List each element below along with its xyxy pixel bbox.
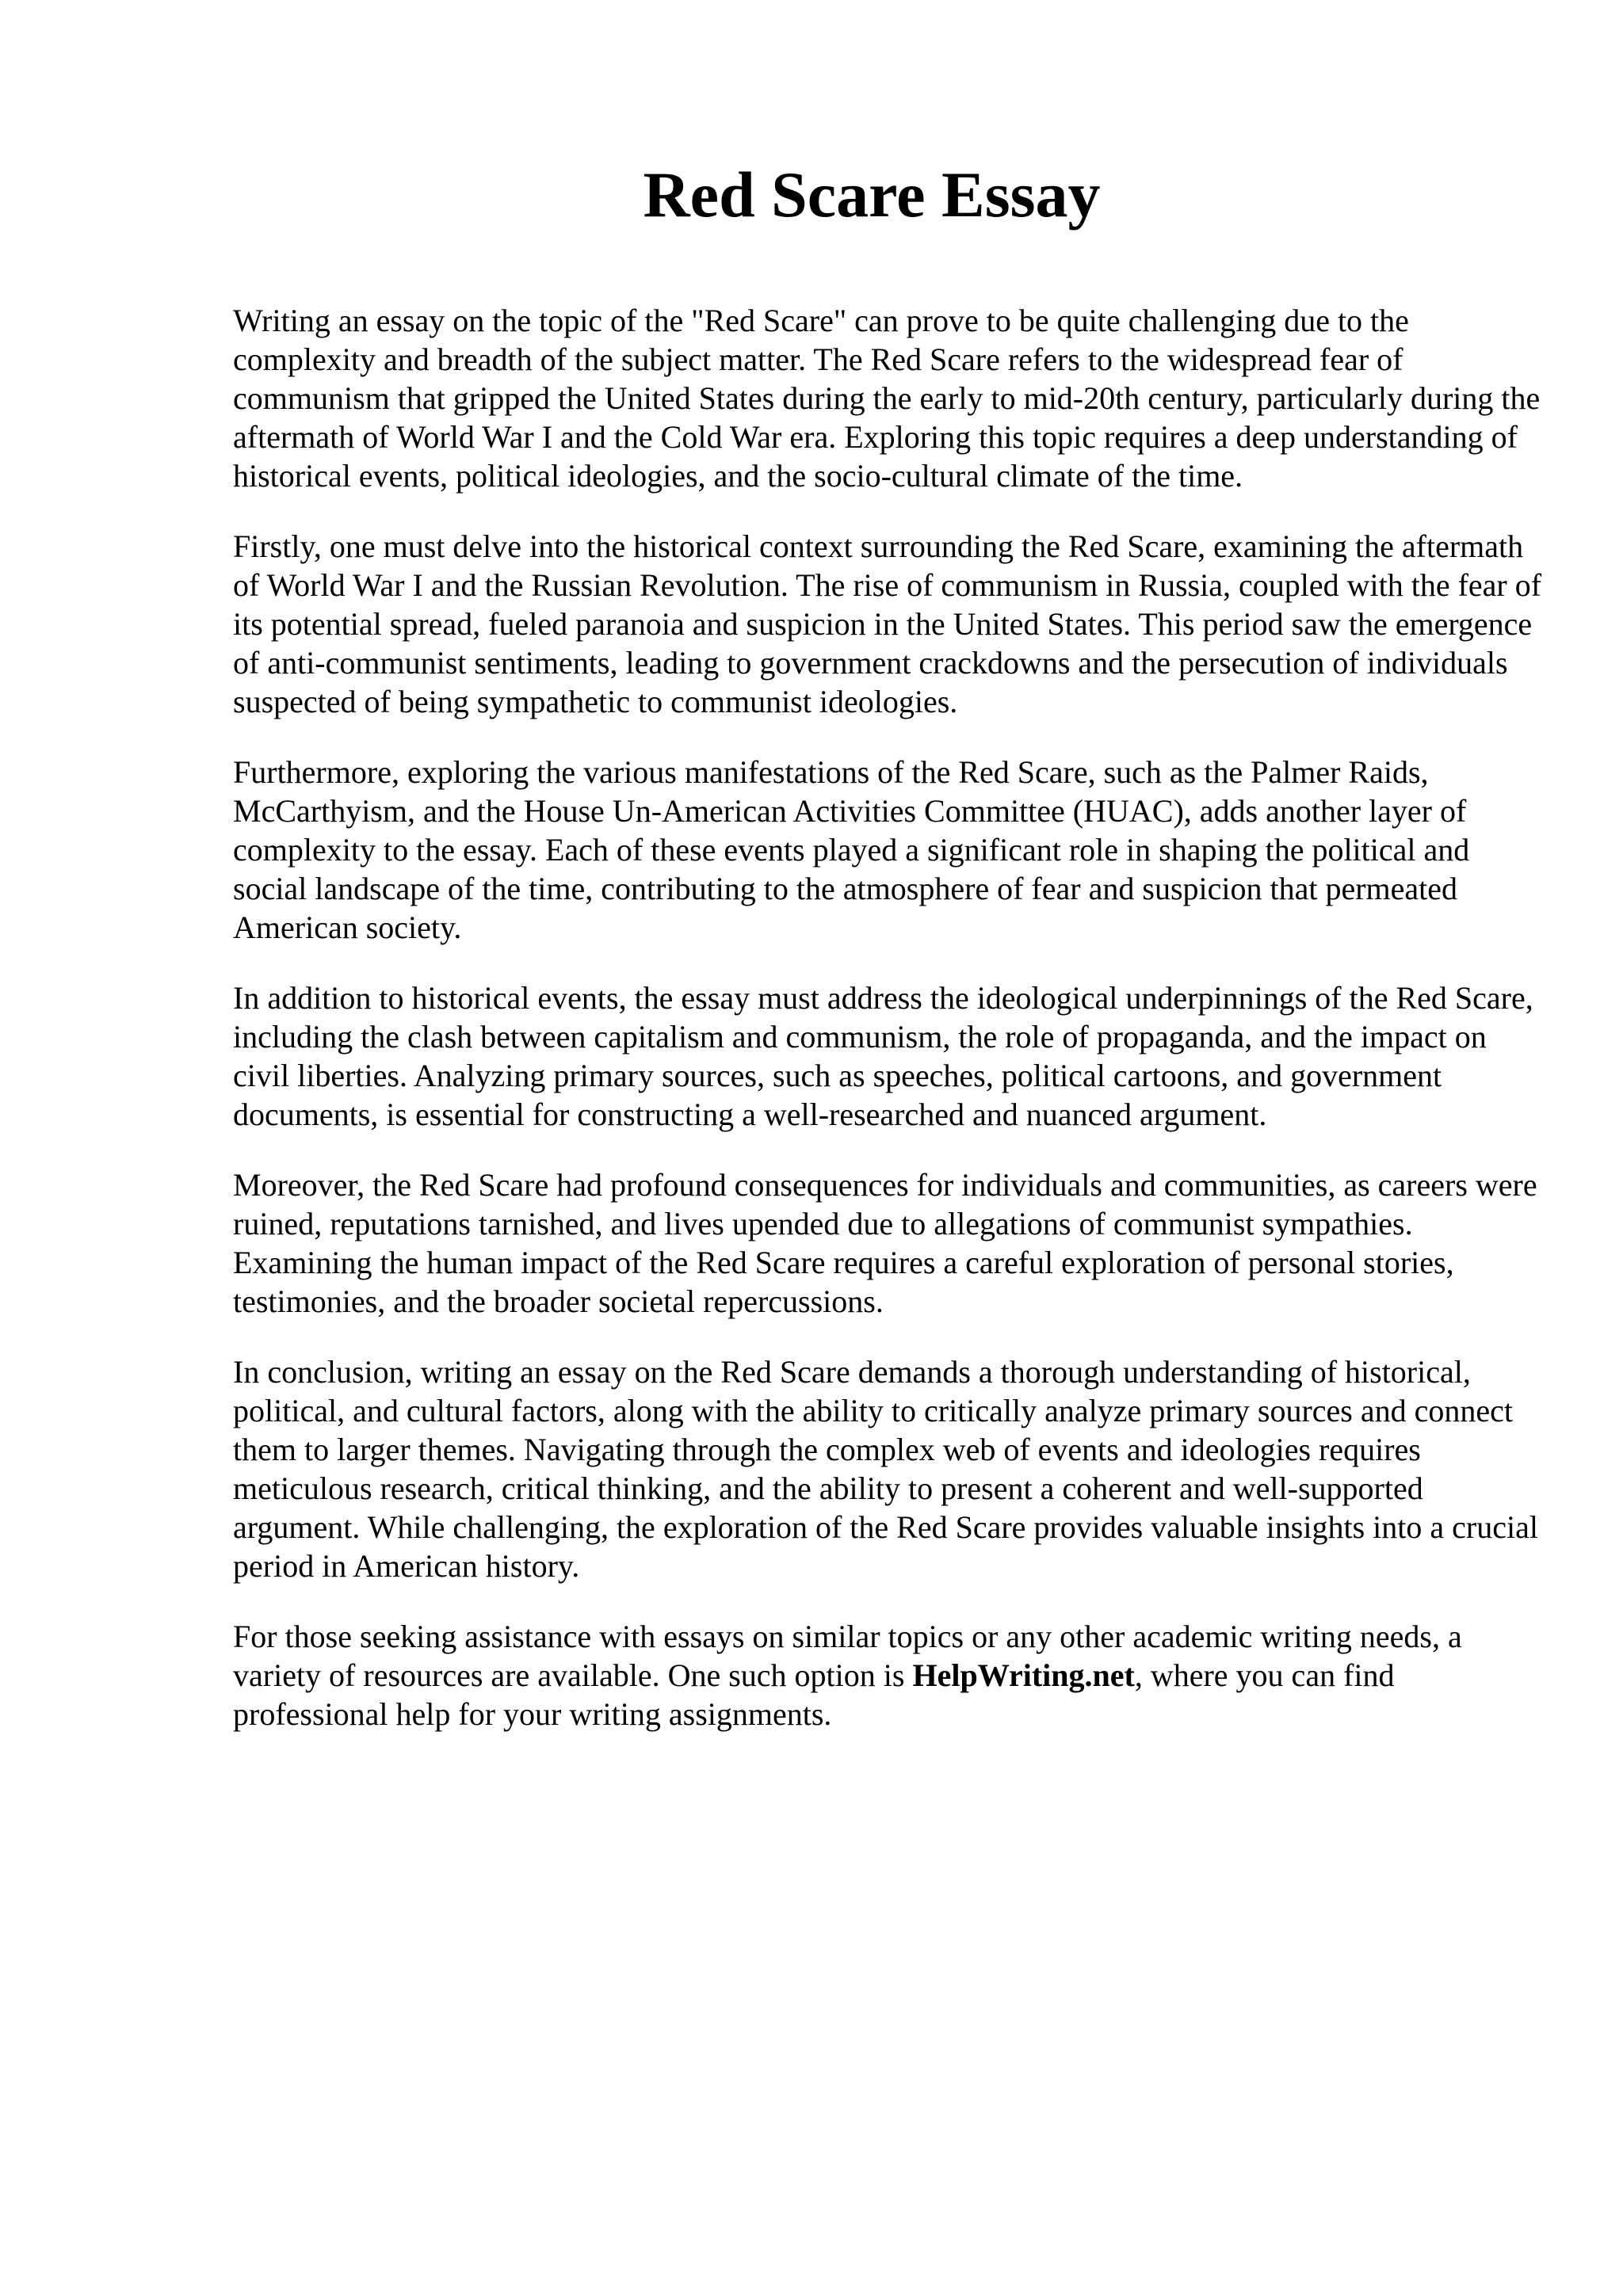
closing-paragraph <box>233 1617 1549 1733</box>
helpwriting-link[interactable]: HelpWriting.net <box>912 1657 1135 1693</box>
essay-body <box>233 301 1549 1765</box>
paragraph-5: Moreover, the Red Scare had profound consequences for individuals and communities, as careers were ruined, reputations tarnished, and lives upended due to allegations of communist sympathies. Examining the human impact of the Red Scare requires a careful exploration of personal stories, testimonies, and the broader societal repercussions. <box>233 1167 1537 1319</box>
paragraph-6: In conclusion, writing an essay on the Red Scare demands a thorough understanding of historical, political, and cultural factors, along with the ability to critically analyze primary sources and connect them to larger themes. Navigating through the complex web of events and ideologies requires meticulous research, critical thinking, and the ability to present a coherent and well-supported argument. While challenging, the exploration of the Red Scare provides valuable insights into a crucial period in American history. <box>233 1354 1538 1584</box>
closing-text-end: , where you can find professional help for your writing assignments. <box>233 1657 1395 1732</box>
paragraph-2: Firstly, one must delve into the historical context surrounding the Red Scare, examining the aftermath of World War I and the Russian Revolution. The rise of communism in Russia, coupled with the fear of its potential spread, fueled paranoia and suspicion in the United States. This period saw the emergence of anti-communist sentiments, leading to government crackdowns and the persecution of individuals suspected of being sympathetic to communist ideologies. <box>233 528 1542 719</box>
paragraph-3: Furthermore, exploring the various manifestations of the Red Scare, such as the Palmer Raids, McCarthyism, and the House Un-American Activities Committee (HUAC), adds another layer of complexity to the essay. Each of these events played a significant role in shaping the political and social landscape of the time, contributing to the atmosphere of fear and suspicion that permeated American society. <box>233 754 1470 945</box>
paragraph-4: In addition to historical events, the essay must address the ideological underpinnings of the Red Scare, including the clash between capitalism and communism, the role of propaganda, and the impact on civil liberties. Analyzing primary sources, such as speeches, political cartoons, and government documents, is essential for constructing a well-researched and nuanced argument. <box>233 980 1533 1132</box>
paragraph-1: Writing an essay on the topic of the "Red Scare" can prove to be quite challenging due to the complexity and breadth of the subject matter. The Red Scare refers to the widespread fear of communism that gripped the United States during the early to mid-20th century, particularly during the aftermath of World War I and the Cold War era. Exploring this topic requires a deep understanding of historical events, political ideologies, and the socio-cultural climate of the time. <box>233 303 1541 494</box>
closing-text-start: For those seeking assistance with essays on similar topics or any other academic writing needs, a variety of resources are available. One such option is <box>233 1619 1462 1693</box>
page-title: Red Scare Essay <box>643 158 1101 231</box>
